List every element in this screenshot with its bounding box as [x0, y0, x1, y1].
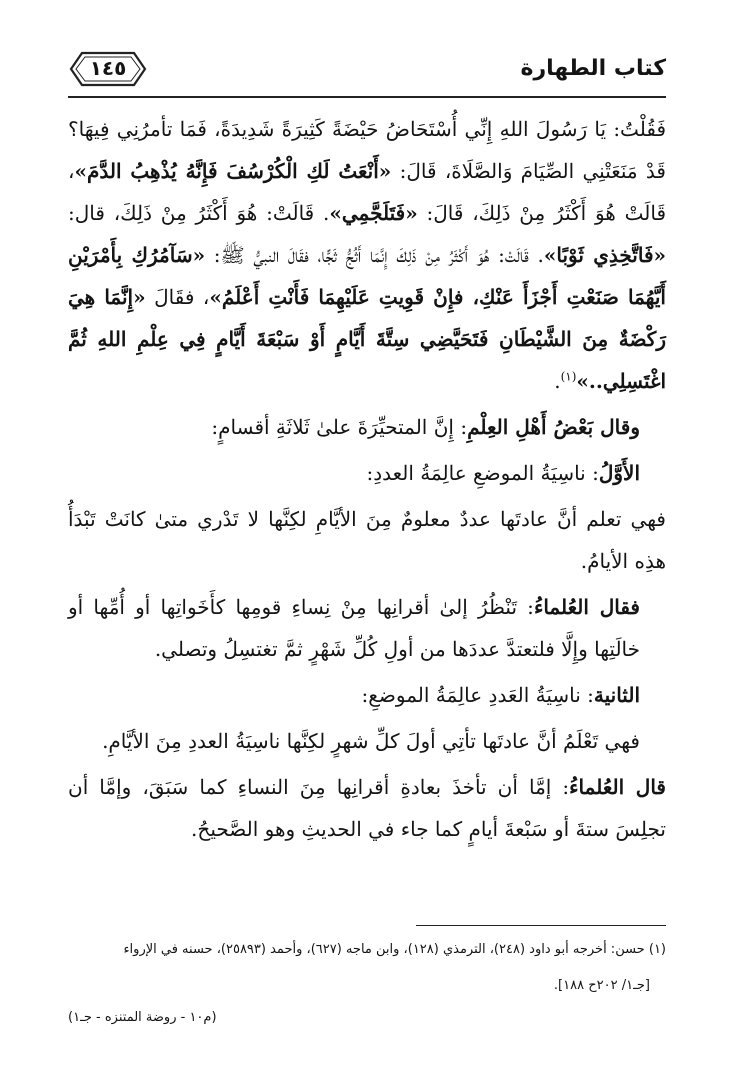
scholars-intro-text: : إِنَّ المتحيِّرَةَ علىٰ ثَلاثَةِ أقسامٍ: — [211, 415, 468, 439]
second-case-ruling-text: : إمَّا أن تأخذَ بعادةِ أقرانِها مِنَ النساءِ كما سَبَقَ، وإمَّا أن تجلِسَ ستةَ أو سَبْعةَ أيامٍ كما جاء في الحديثِ وهو الصَّحيحُ. — [68, 775, 666, 841]
hadith-text-4: . قَالَتْ: هُوَ أَكْثَرُ مِنْ ذَلِكَ إِنَّمَا أَثُجُّ ثَجًّا، فقَالَ النبيُّ ﷺ: — [205, 243, 544, 267]
second-case-description — [68, 720, 666, 762]
page-number: ١٤٥ — [89, 56, 127, 80]
footnote-line-2: [جـ١/ ٢٠٢ح ١٨٨]. — [553, 978, 650, 993]
hadith-paragraph — [68, 108, 666, 402]
footnote-divider — [416, 925, 666, 926]
hadith-text-6: . — [554, 369, 561, 393]
first-case-text: فهي تعلم أنَّ عادتَها عددٌ معلومٌ مِنَ الأيَّامِ لكِنَّها لا تَدْري متىٰ كانَتْ تَبْدَأُ هذِه الأيامُ. — [68, 507, 666, 573]
main-text — [68, 108, 666, 850]
first-case-ruling — [68, 586, 666, 670]
printer-signature: (م١٠ - روضة المتنزه - جـ١) — [68, 1010, 217, 1025]
first-case-label: الأَوَّلُ — [598, 461, 640, 485]
second-case-title: : ناسِيَةُ العَددِ عالِمَةُ الموضعِ: — [361, 683, 594, 707]
first-case-description — [68, 498, 666, 582]
first-case-title: : ناسِيَةُ الموضعِ عالِمَةُ العددِ: — [366, 461, 599, 485]
footnote — [68, 932, 666, 1004]
footnote-reference[interactable]: (١) — [560, 369, 577, 384]
hadith-quote-3: «فَاتَّخِذِي ثَوْبًا» — [543, 243, 667, 267]
second-case-ruling — [68, 766, 666, 850]
hadith-quote-4: «سَآمُرُكِ بِأَمْرَيْنِ أَيَّهُمَا صَنَعْتِ أَجْزَأَ عَنْكِ، فإِنْ قَوِيتِ عَلَيْهِمَا فَأَنْتِ أَعْلَمُ» — [68, 243, 666, 309]
book-title: كتاب الطهارة — [520, 56, 666, 81]
page-header — [68, 50, 666, 94]
hadith-text-1: فَقُلْتُ: يَا رَسُولَ اللهِ إِنِّي أُسْتَحَاضُ حَيْضَةً كَثِيرَةً شَدِيدَةً، فَمَا تأمرُنِي فِيهَا؟ قَدْ مَنَعَتْنِي الصِّيَامَ وَالصَّلَاةَ، قَالَ: — [68, 117, 666, 183]
header-divider — [68, 96, 666, 98]
first-case-ruling-label: فقال العُلماءُ — [533, 595, 640, 619]
first-case-ruling-text: : تَنْظُرُ إلىٰ أقرانِها مِنْ نِساءِ قومِها كأَخَواتِها أو أُمِّها أو خالَتِها وإِلَّا فلتعتدَّ عددَها من أولِ كُلِّ شَهْرٍ ثمَّ تغتسِلُ وتصلي. — [68, 595, 640, 661]
footnote-line-1: (١) حسن: أخرجه أبو داود (٢٤٨)، الترمذي (١٢٨)، وابن ماجه (٦٢٧)، وأحمد (٢٥٨٩٣)، حسنه في الإرواء — [123, 942, 666, 957]
first-case-heading — [68, 452, 666, 494]
scholars-intro-paragraph — [68, 406, 666, 448]
page-number-badge — [68, 50, 148, 88]
hadith-quote-2: «فَتَلَجَّمِي» — [329, 201, 418, 225]
second-case-heading — [68, 674, 666, 716]
hadith-text-5: ، فقَالَ — [145, 285, 210, 309]
hadith-text-3: . قَالَتْ: هُوَ أَكْثَرُ مِنْ ذَلِكَ، قال: — [68, 201, 330, 225]
second-case-ruling-label: قال العُلماءُ — [569, 775, 666, 799]
hadith-quote-5: «إِنَّمَا هِيَ رَكْضَةٌ مِنَ الشَّيْطَانِ فَتَحَيَّضِي سِتَّةَ أَيَّامٍ أَوْ سَبْعَةَ أَيَّامٍ فِي عِلْمِ اللهِ ثُمَّ اغْتَسِلِي..» — [68, 285, 666, 393]
scholars-intro-label: وقال بَعْضُ أَهْلِ العِلْمِ — [467, 415, 640, 439]
second-case-label: الثانية — [593, 683, 640, 707]
second-case-text: فهي تَعْلَمُ أنَّ عادتَها تأتِي أولَ كلِّ شهرٍ لكِنَّها ناسِيَةُ العددِ مِنَ الأيَّامِ. — [102, 729, 640, 753]
hadith-text-2: ، قَالَتْ هُوَ أَكْثَرُ مِنْ ذَلِكَ، قَالَ: — [68, 159, 667, 225]
hadith-quote-1: «أَنْعَتُ لَكِ الْكُرْسُفَ فَإِنَّهُ يُذْهِبُ الدَّمَ» — [74, 159, 392, 183]
